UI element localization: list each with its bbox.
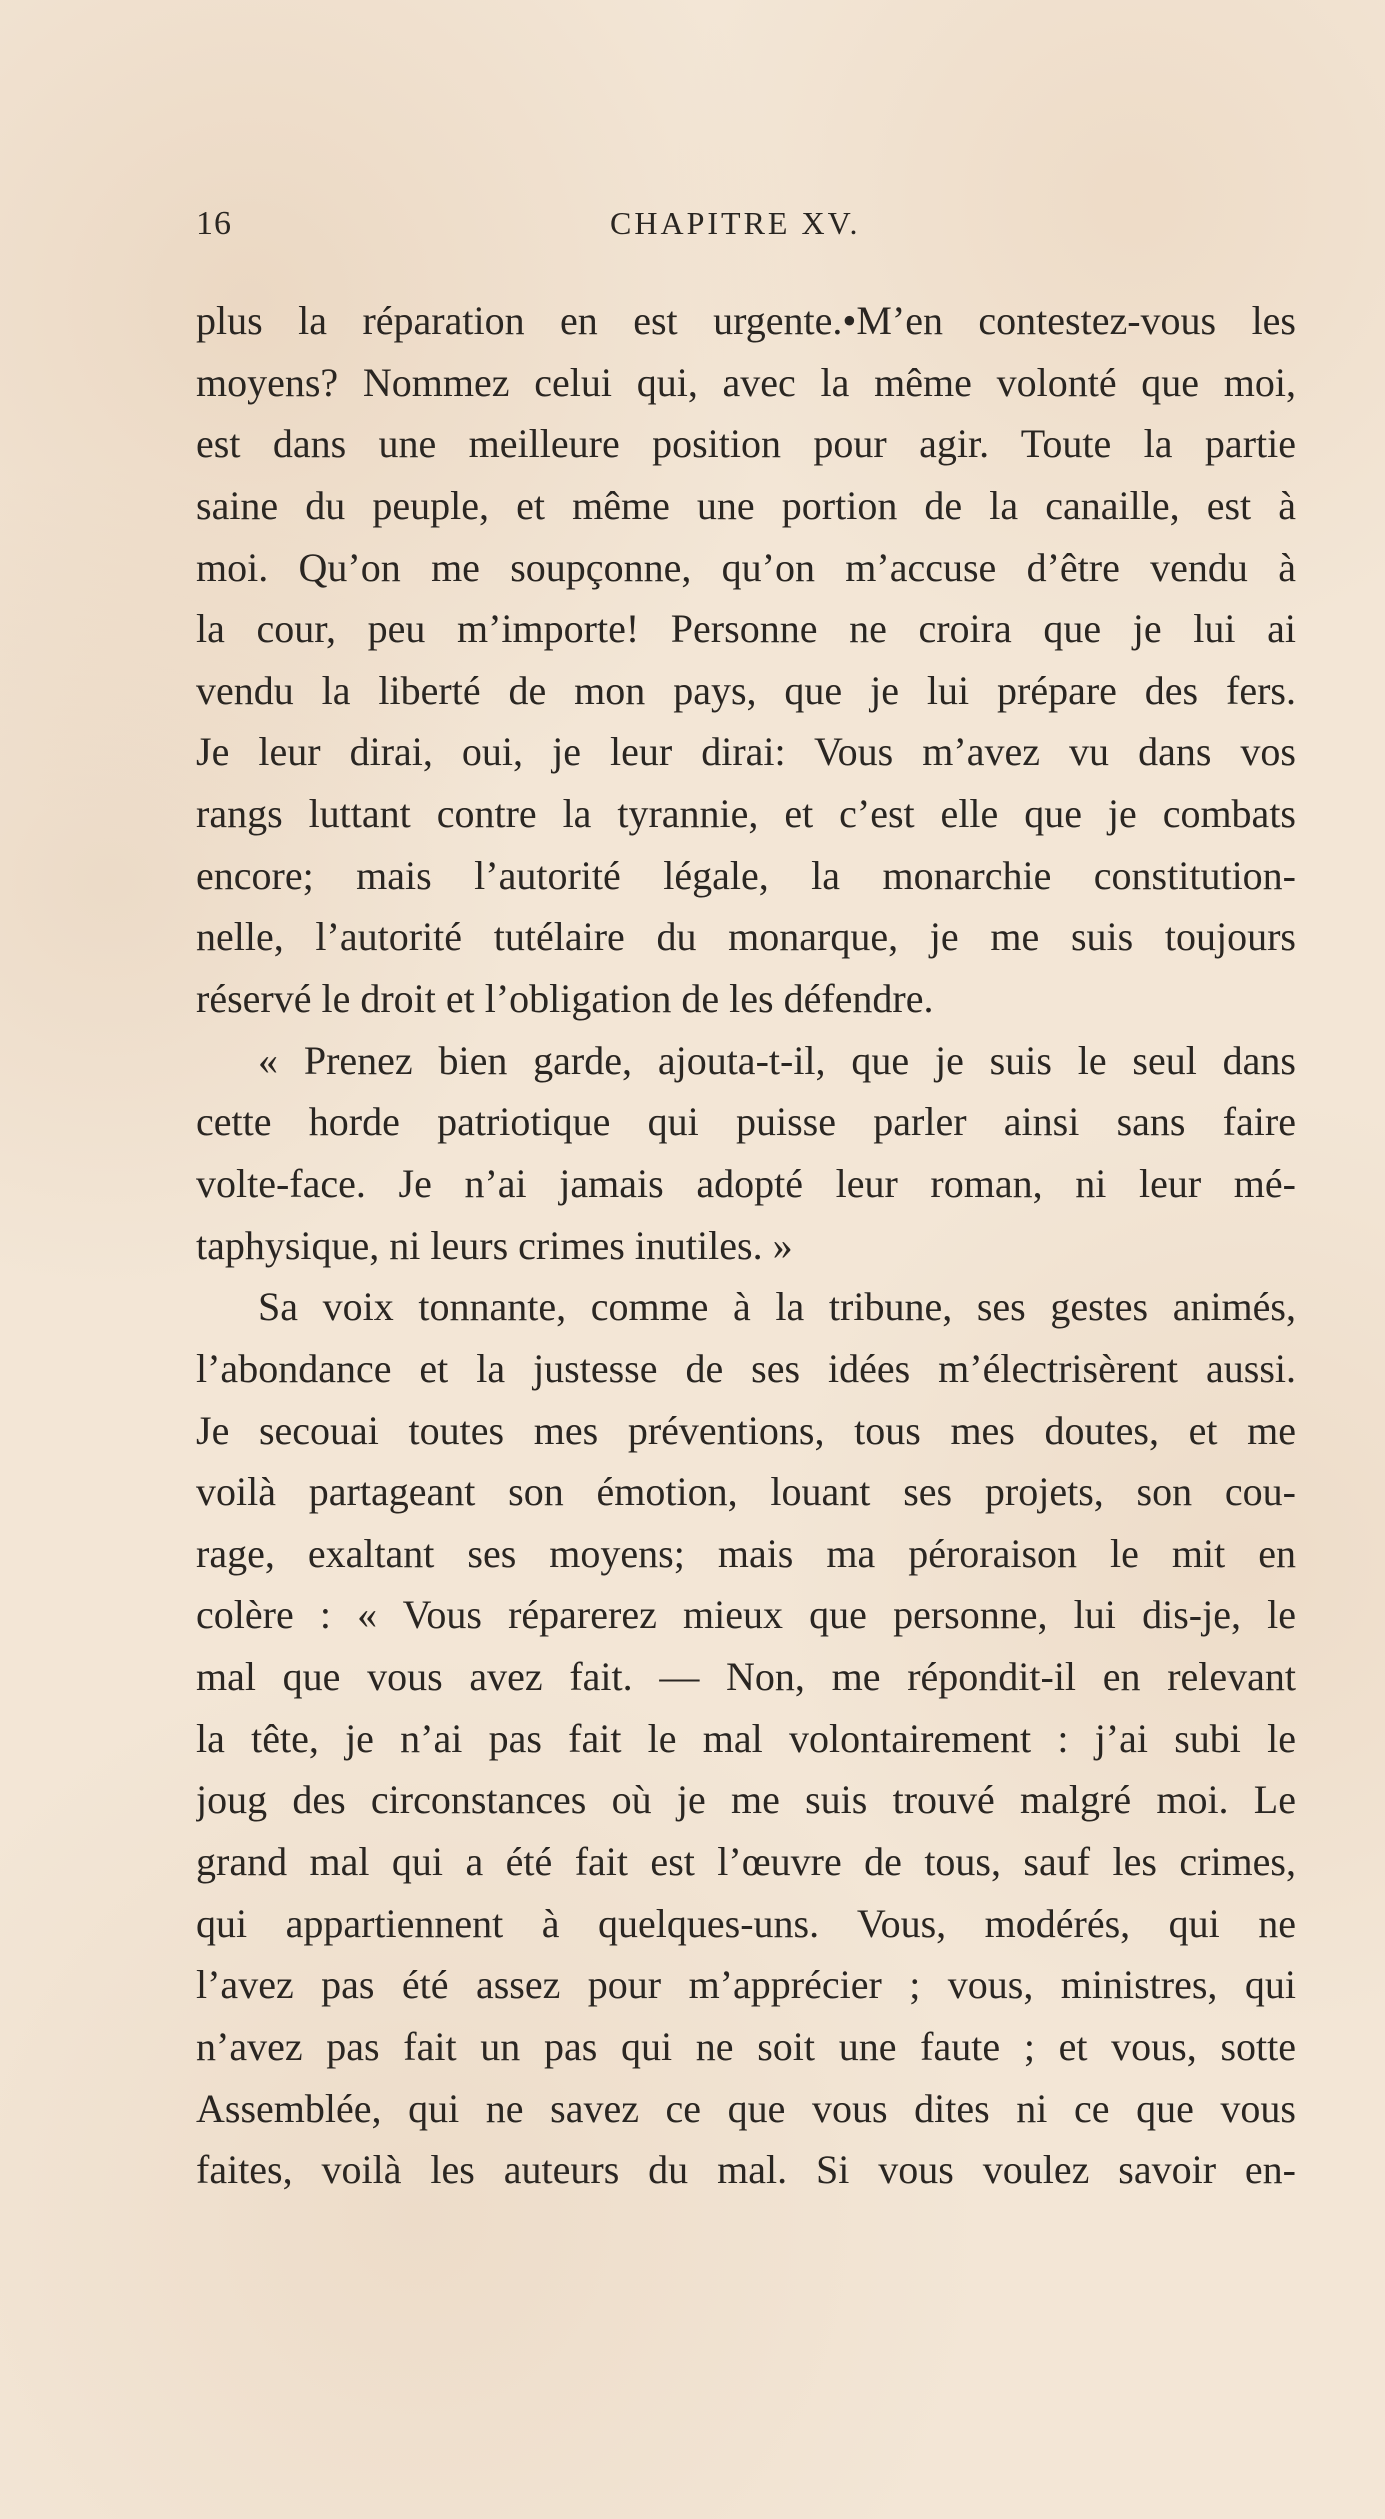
text-line: « Prenez bien garde, ajouta-t-il, que je suis le seul dans [258, 1037, 1296, 1083]
text-line: moyens? Nommez celui qui, avec la même volonté que moi, [196, 359, 1296, 405]
text-line: voilà partageant son émotion, louant ses projets, son cou- [196, 1469, 1296, 1515]
text-line: plus la réparation en est urgente.•M’en contestez-vous les [196, 298, 1296, 343]
text-line: saine du peuple, et même une portion de la canaille, est à [196, 482, 1296, 528]
text-line: Je leur dirai, oui, je leur dirai: Vous m’avez vu dans vos [196, 729, 1296, 775]
text-line: taphysique, ni leurs crimes inutiles. » [196, 1222, 793, 1268]
text-line: joug des circonstances où je me suis trouvé malgré moi. Le [196, 1777, 1296, 1823]
text-line: nelle, l’autorité tutélaire du monarque, je me suis toujours [196, 914, 1296, 960]
page-number: 16 [196, 205, 232, 242]
text-line: n’avez pas fait un pas qui ne soit une faute ; et vous, sotte [196, 2023, 1296, 2069]
text-line: Sa voix tonnante, comme à la tribune, ses gestes animés, [258, 1284, 1296, 1330]
text-line: l’abondance et la justesse de ses idées m’électrisèrent aussi. [196, 1345, 1296, 1391]
running-head: CHAPITRE XV. [610, 205, 861, 241]
text-line: encore; mais l’autorité légale, la monarchie constitution- [196, 852, 1296, 898]
text-line: grand mal qui a été fait est l’œuvre de tous, sauf les crimes, [196, 1839, 1296, 1885]
text-line: l’avez pas été assez pour m’apprécier ; vous, ministres, qui [196, 1962, 1296, 2008]
body-text [196, 290, 1296, 2201]
text-line: colère : « Vous réparerez mieux que personne, lui dis-je, le [196, 1592, 1296, 1638]
text-line: qui appartiennent à quelques-uns. Vous, modérés, qui ne [196, 1900, 1296, 1946]
text-line: cette horde patriotique qui puisse parler ainsi sans faire [196, 1099, 1296, 1145]
text-line: réservé le droit et l’obligation de les défendre. [196, 976, 934, 1022]
text-line: est dans une meilleure position pour agir. Toute la partie [196, 421, 1296, 467]
page-header [196, 205, 1296, 257]
text-line: la tête, je n’ai pas fait le mal volontairement : j’ai subi le [196, 1715, 1296, 1761]
text-line: Je secouai toutes mes préventions, tous mes doutes, et me [196, 1407, 1296, 1453]
text-line: rage, exaltant ses moyens; mais ma péroraison le mit en [196, 1530, 1296, 1576]
text-line: Assemblée, qui ne savez ce que vous dites ni ce que vous [196, 2085, 1296, 2131]
text-line: moi. Qu’on me soupçonne, qu’on m’accuse d’être vendu à [196, 544, 1296, 590]
text-line: rangs luttant contre la tyrannie, et c’est elle que je combats [196, 791, 1296, 837]
text-line: mal que vous avez fait. — Non, me répondit-il en relevant [196, 1654, 1296, 1700]
text-line: la cour, peu m’importe! Personne ne croira que je lui ai [196, 606, 1296, 652]
text-line: vendu la liberté de mon pays, que je lui prépare des fers. [196, 667, 1296, 713]
text-line: volte-face. Je n’ai jamais adopté leur roman, ni leur mé- [196, 1160, 1296, 1206]
text-line: faites, voilà les auteurs du mal. Si vous voulez savoir en- [196, 2147, 1296, 2193]
